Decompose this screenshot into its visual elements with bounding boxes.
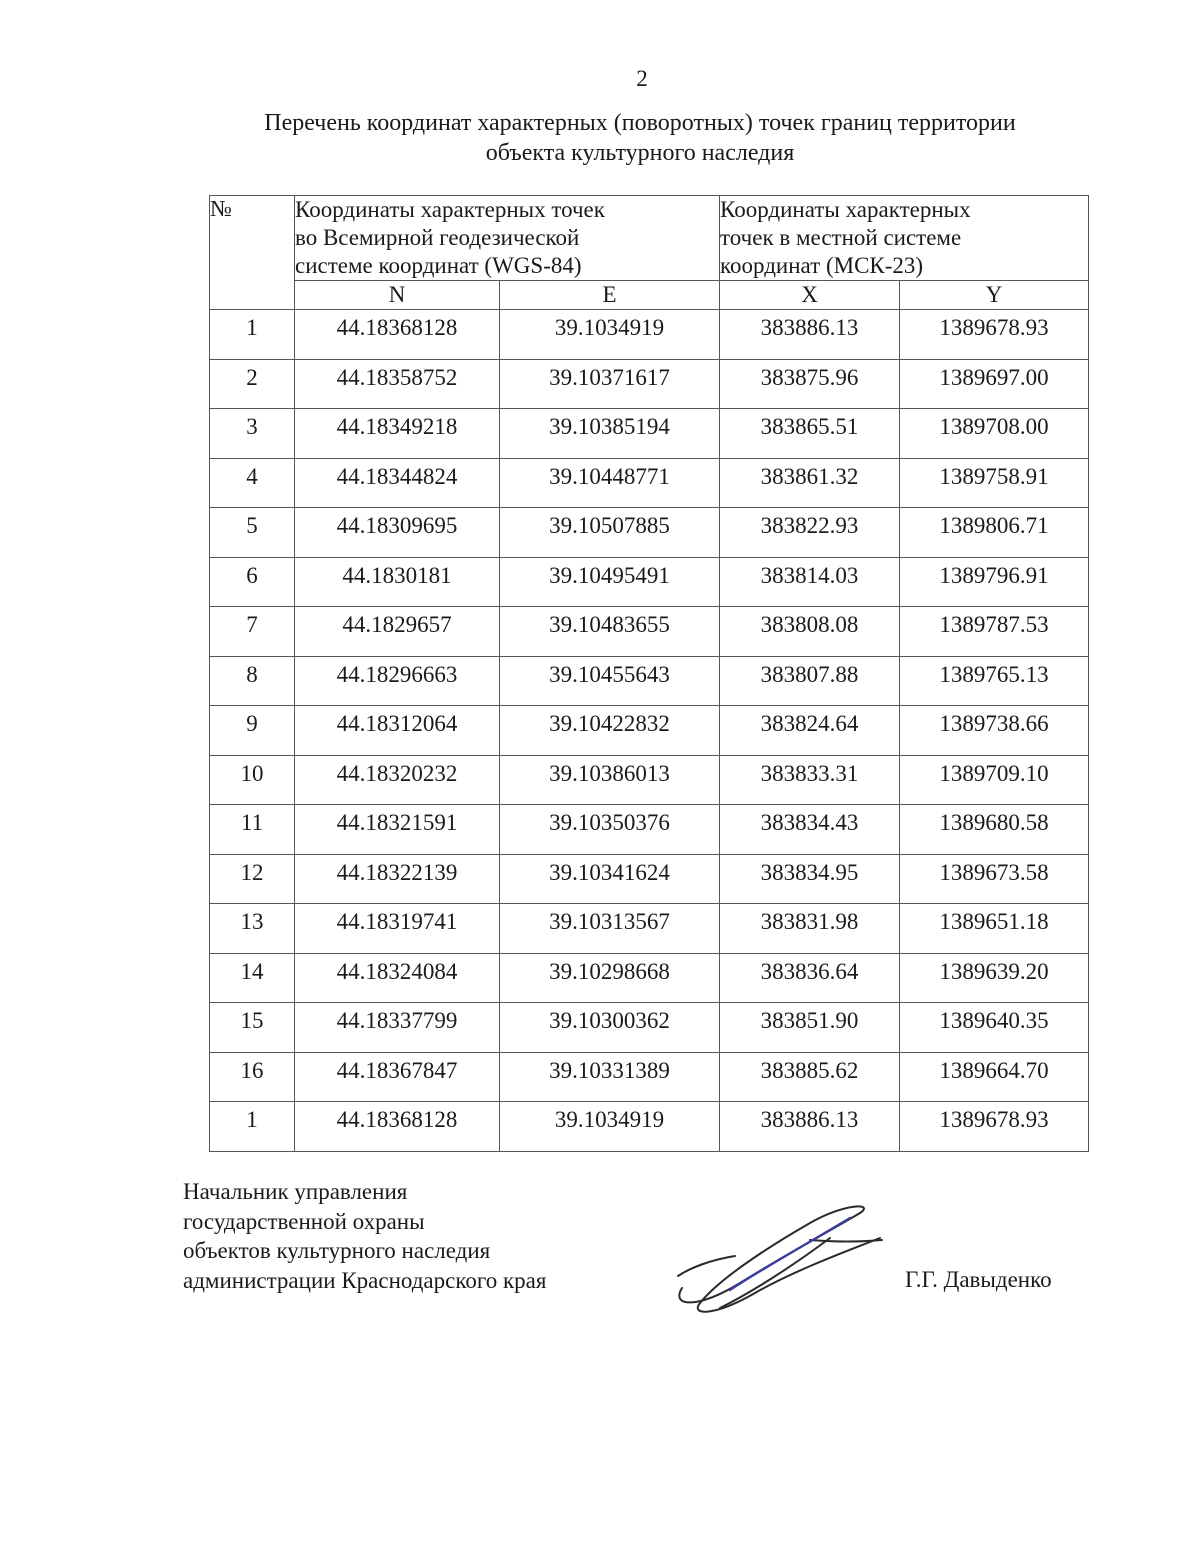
point-number-cell: 14: [210, 953, 295, 1003]
msk-y-cell: 1389697.00: [900, 359, 1089, 409]
longitude-e-cell: 39.10350376: [500, 805, 720, 855]
point-number-cell: 6: [210, 557, 295, 607]
signer-name: Г.Г. Давыденко: [905, 1267, 1052, 1292]
table-row: [210, 805, 1089, 855]
msk-y-cell: 1389640.35: [900, 1003, 1089, 1053]
table-row: [210, 1102, 1089, 1152]
point-number-cell: 4: [210, 458, 295, 508]
msk-x-cell: 383885.62: [720, 1052, 900, 1102]
header-msk23-group: [720, 196, 1089, 281]
longitude-e-cell: 39.10422832: [500, 706, 720, 756]
document-title: [160, 108, 1120, 168]
header-e: E: [500, 281, 720, 310]
table-row: [210, 706, 1089, 756]
header-y: Y: [900, 281, 1089, 310]
table-row: [210, 310, 1089, 360]
longitude-e-cell: 39.10331389: [500, 1052, 720, 1102]
header-wgs84-line-1: Координаты характерных точек: [295, 197, 605, 222]
longitude-e-cell: 39.1034919: [500, 1102, 720, 1152]
latitude-n-cell: 44.18312064: [295, 706, 500, 756]
longitude-e-cell: 39.10385194: [500, 409, 720, 459]
header-msk23-line-2: точек в местной системе: [720, 225, 962, 250]
latitude-n-cell: 44.18349218: [295, 409, 500, 459]
msk-x-cell: 383814.03: [720, 557, 900, 607]
point-number-cell: 5: [210, 508, 295, 558]
msk-y-cell: 1389758.91: [900, 458, 1089, 508]
msk-y-cell: 1389765.13: [900, 656, 1089, 706]
table-row: [210, 409, 1089, 459]
table-row: [210, 953, 1089, 1003]
longitude-e-cell: 39.10448771: [500, 458, 720, 508]
signatory-line-2: государственной охраны: [183, 1208, 425, 1234]
coordinates-table-body: [210, 310, 1089, 1152]
msk-x-cell: 383886.13: [720, 1102, 900, 1152]
latitude-n-cell: 44.18358752: [295, 359, 500, 409]
msk-x-cell: 383851.90: [720, 1003, 900, 1053]
msk-x-cell: 383861.32: [720, 458, 900, 508]
signatory-line-4: администрации Краснодарского края: [183, 1267, 547, 1293]
longitude-e-cell: 39.10313567: [500, 904, 720, 954]
table-row: [210, 854, 1089, 904]
msk-x-cell: 383808.08: [720, 607, 900, 657]
latitude-n-cell: 44.1829657: [295, 607, 500, 657]
msk-y-cell: 1389678.93: [900, 310, 1089, 360]
table-row: [210, 508, 1089, 558]
msk-y-cell: 1389708.00: [900, 409, 1089, 459]
header-msk23-line-1: Координаты характерных: [720, 197, 971, 222]
point-number-cell: 1: [210, 1102, 295, 1152]
longitude-e-cell: 39.1034919: [500, 310, 720, 360]
longitude-e-cell: 39.10298668: [500, 953, 720, 1003]
page-number: 2: [636, 66, 648, 91]
latitude-n-cell: 44.18322139: [295, 854, 500, 904]
latitude-n-cell: 44.1830181: [295, 557, 500, 607]
point-number-cell: 8: [210, 656, 295, 706]
table-row: [210, 904, 1089, 954]
latitude-n-cell: 44.18320232: [295, 755, 500, 805]
longitude-e-cell: 39.10455643: [500, 656, 720, 706]
coordinates-table: [209, 195, 1089, 1152]
header-msk23-line-3: координат (МСК-23): [720, 253, 924, 278]
msk-y-cell: 1389678.93: [900, 1102, 1089, 1152]
table-row: [210, 1003, 1089, 1053]
point-number-cell: 7: [210, 607, 295, 657]
msk-x-cell: 383824.64: [720, 706, 900, 756]
point-number-cell: 10: [210, 755, 295, 805]
msk-y-cell: 1389787.53: [900, 607, 1089, 657]
longitude-e-cell: 39.10507885: [500, 508, 720, 558]
latitude-n-cell: 44.18337799: [295, 1003, 500, 1053]
latitude-n-cell: 44.18296663: [295, 656, 500, 706]
longitude-e-cell: 39.10386013: [500, 755, 720, 805]
latitude-n-cell: 44.18324084: [295, 953, 500, 1003]
msk-y-cell: 1389680.58: [900, 805, 1089, 855]
msk-x-cell: 383834.95: [720, 854, 900, 904]
point-number-cell: 15: [210, 1003, 295, 1053]
table-row: [210, 557, 1089, 607]
table-row: [210, 359, 1089, 409]
msk-y-cell: 1389796.91: [900, 557, 1089, 607]
msk-x-cell: 383834.43: [720, 805, 900, 855]
msk-y-cell: 1389664.70: [900, 1052, 1089, 1102]
latitude-n-cell: 44.18319741: [295, 904, 500, 954]
handwritten-signature: [660, 1198, 890, 1323]
header-wgs84-group: [295, 196, 720, 281]
msk-x-cell: 383875.96: [720, 359, 900, 409]
longitude-e-cell: 39.10300362: [500, 1003, 720, 1053]
point-number-cell: 2: [210, 359, 295, 409]
header-x: X: [720, 281, 900, 310]
msk-y-cell: 1389639.20: [900, 953, 1089, 1003]
latitude-n-cell: 44.18321591: [295, 805, 500, 855]
table-row: [210, 607, 1089, 657]
msk-x-cell: 383865.51: [720, 409, 900, 459]
signatory-line-3: объектов культурного наследия: [183, 1238, 491, 1263]
signatory-position: [183, 1177, 546, 1295]
msk-y-cell: 1389806.71: [900, 508, 1089, 558]
longitude-e-cell: 39.10495491: [500, 557, 720, 607]
longitude-e-cell: 39.10483655: [500, 607, 720, 657]
latitude-n-cell: 44.18367847: [295, 1052, 500, 1102]
header-number: №: [210, 196, 295, 310]
point-number-cell: 3: [210, 409, 295, 459]
longitude-e-cell: 39.10341624: [500, 854, 720, 904]
msk-x-cell: 383886.13: [720, 310, 900, 360]
signatory-line-1: Начальник управления: [183, 1179, 408, 1204]
msk-y-cell: 1389651.18: [900, 904, 1089, 954]
msk-y-cell: 1389673.58: [900, 854, 1089, 904]
msk-x-cell: 383836.64: [720, 953, 900, 1003]
msk-x-cell: 383833.31: [720, 755, 900, 805]
latitude-n-cell: 44.18368128: [295, 310, 500, 360]
point-number-cell: 12: [210, 854, 295, 904]
latitude-n-cell: 44.18368128: [295, 1102, 500, 1152]
longitude-e-cell: 39.10371617: [500, 359, 720, 409]
header-wgs84-line-2: во Всемирной геодезической: [295, 225, 580, 250]
msk-x-cell: 383822.93: [720, 508, 900, 558]
msk-y-cell: 1389709.10: [900, 755, 1089, 805]
latitude-n-cell: 44.18344824: [295, 458, 500, 508]
msk-x-cell: 383831.98: [720, 904, 900, 954]
table-row: [210, 755, 1089, 805]
latitude-n-cell: 44.18309695: [295, 508, 500, 558]
document-title-line-2: объекта культурного наследия: [485, 140, 795, 166]
table-row: [210, 458, 1089, 508]
table-row: [210, 1052, 1089, 1102]
header-wgs84-line-3: системе координат (WGS-84): [295, 253, 582, 278]
point-number-cell: 13: [210, 904, 295, 954]
header-n: N: [295, 281, 500, 310]
point-number-cell: 9: [210, 706, 295, 756]
point-number-cell: 11: [210, 805, 295, 855]
document-title-line-1: Перечень координат характерных (поворотных) точек границ территории: [264, 110, 1016, 136]
msk-x-cell: 383807.88: [720, 656, 900, 706]
point-number-cell: 16: [210, 1052, 295, 1102]
point-number-cell: 1: [210, 310, 295, 360]
msk-y-cell: 1389738.66: [900, 706, 1089, 756]
table-row: [210, 656, 1089, 706]
